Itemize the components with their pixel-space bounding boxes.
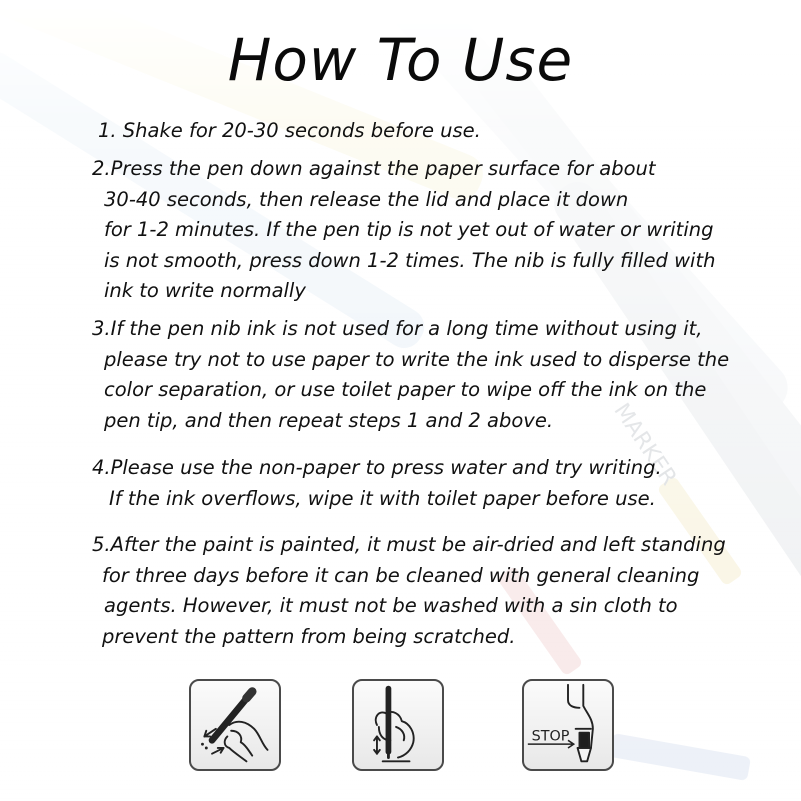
instruction-icons [0, 679, 801, 779]
step-4 [92, 453, 662, 514]
step-3 [92, 314, 729, 436]
step-2-line: is not smooth, press down 1-2 times. The nib is fully filled with [104, 248, 716, 272]
step-5-line: prevent the pattern from being scratched. [102, 624, 516, 648]
step-3-line: color separation, or use toilet paper to wipe off the ink on the [104, 378, 707, 401]
step-2-line: for 1-2 minutes. If the pen tip is not yet out of water or writing [104, 218, 714, 241]
stop-label: STOP [531, 728, 570, 745]
step-4-line: If the ink overflows, wipe it with toilet paper before use. [109, 486, 656, 510]
step-3-line: please try not to use paper to write the ink used to disperse the [104, 347, 730, 371]
press-pen-icon [352, 679, 444, 771]
step-5 [92, 530, 726, 652]
step-2-line: ink to write normally [104, 279, 306, 302]
stop-nib-icon [522, 679, 614, 771]
shake-pen-icon [189, 679, 281, 771]
step-2-line: 2.Press the pen down against the paper surface for about [92, 157, 656, 180]
step-5-line: agents. However, it must not be washed with a sin cloth to [104, 594, 678, 617]
step-3-line: 3.If the pen nib ink is not used for a long time without using it, [92, 317, 703, 340]
step-3-line: pen tip, and then repeat steps 1 and 2 above. [104, 408, 554, 432]
step-5-line: for three days before it can be cleaned with general cleaning [102, 563, 700, 587]
step-1 [98, 116, 481, 147]
step-1-line: 1. Shake for 20-30 seconds before use. [98, 119, 481, 142]
step-5-line: 5.After the paint is painted, it must be air-dried and left standing [92, 533, 726, 556]
step-2 [92, 154, 715, 307]
step-4-line: 4.Please use the non-paper to press water and try writing. [92, 456, 662, 479]
step-2-line: 30-40 seconds, then release the lid and place it down [104, 187, 629, 211]
page-title: How To Use [227, 26, 574, 94]
